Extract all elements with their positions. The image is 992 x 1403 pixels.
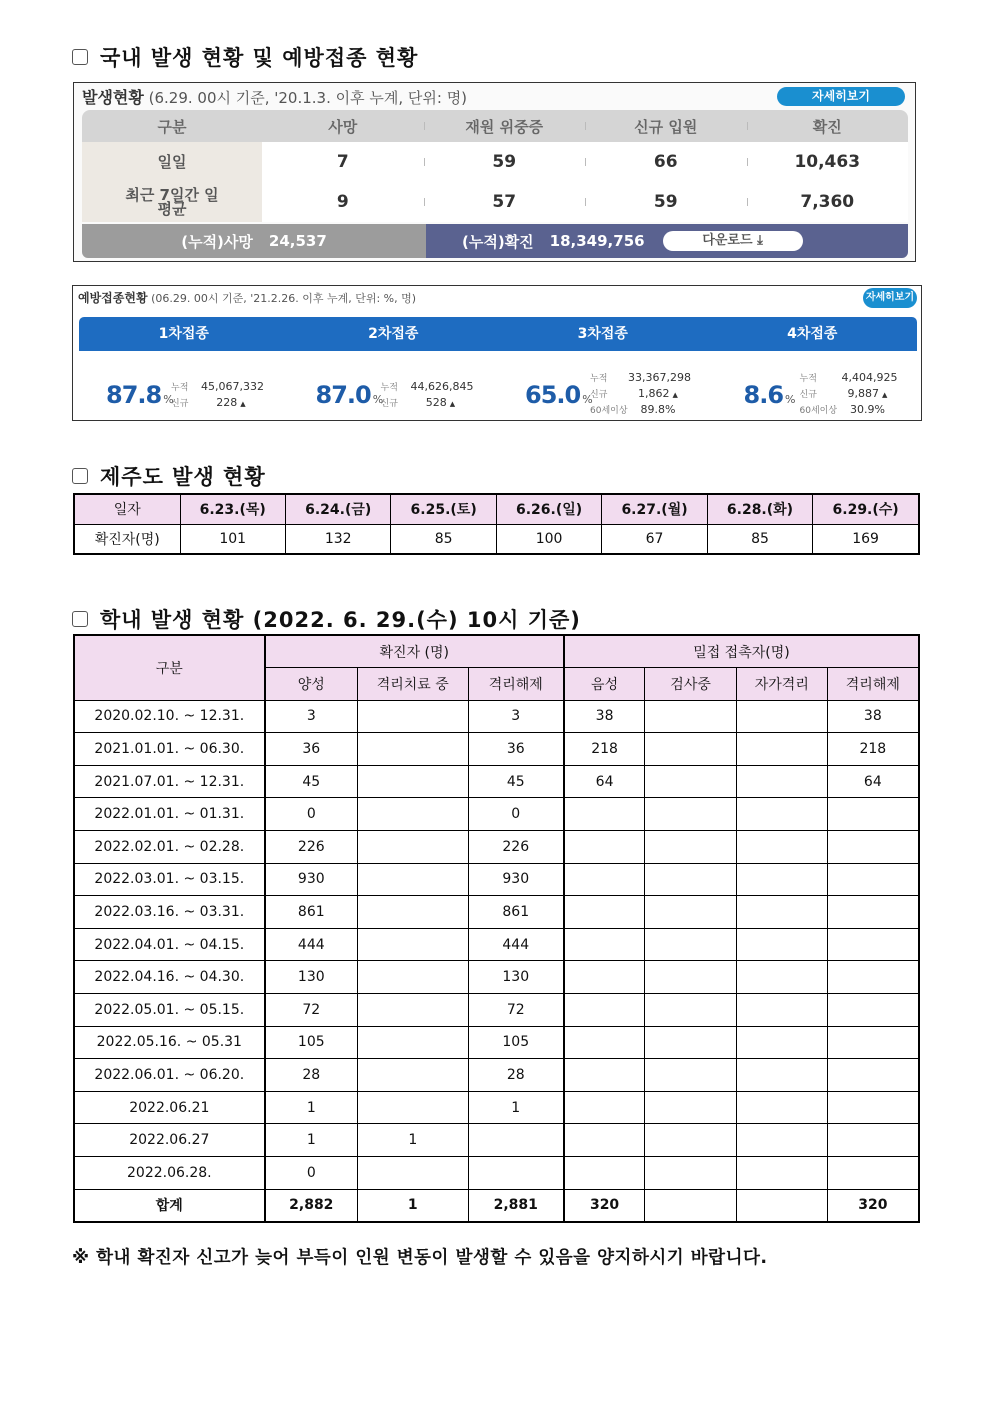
value-cell: 930 xyxy=(265,863,358,896)
value-cell xyxy=(564,961,645,994)
value-deaths: 7 xyxy=(336,152,349,172)
header-confirmed-group: 확진자 (명) xyxy=(265,635,564,668)
period-cell: 2022.06.01. ~ 06.20. xyxy=(74,1059,265,1092)
date-cell: 6.23.(목) xyxy=(180,494,285,524)
cases-cell: 100 xyxy=(496,524,601,554)
cumulative-deaths-label: (누적)사망 xyxy=(181,232,253,251)
value-cell xyxy=(827,928,919,961)
total-row xyxy=(74,1189,919,1222)
period-cell: 2022.05.16. ~ 05.31 xyxy=(74,1026,265,1059)
value-cell: 45 xyxy=(265,765,358,798)
vaccination-title: 예방접종현황 xyxy=(78,291,148,305)
dose-4-cell xyxy=(708,366,918,418)
header-contact-released: 격리해제 xyxy=(827,668,919,701)
value-cell xyxy=(357,928,468,961)
period-cell: 2022.06.21 xyxy=(74,1091,265,1124)
cases-cell: 67 xyxy=(602,524,707,554)
table-row xyxy=(74,700,919,733)
header-group-row xyxy=(74,635,919,668)
outbreak-status-panel xyxy=(73,82,916,262)
value-cell xyxy=(827,1157,919,1190)
value-cell xyxy=(736,928,827,961)
cases-cell: 132 xyxy=(285,524,390,554)
period-cell: 합계 xyxy=(74,1189,265,1222)
download-button[interactable]: 다운로드 ⤓ xyxy=(663,231,803,251)
vaccination-header xyxy=(78,289,416,306)
value-cell: 72 xyxy=(468,994,564,1027)
value-cell: 38 xyxy=(564,700,645,733)
value-cell: 861 xyxy=(265,896,358,929)
value-cell xyxy=(736,1026,827,1059)
value-cell xyxy=(827,1091,919,1124)
header-deaths: 사망 xyxy=(328,117,358,136)
value-cell xyxy=(357,994,468,1027)
outbreak-subtitle: (6.29. 00시 기준, '20.1.3. 이후 누계, 단위: 명) xyxy=(148,89,468,107)
value-cell xyxy=(827,1026,919,1059)
value-cell xyxy=(564,928,645,961)
value-cell: 64 xyxy=(564,765,645,798)
value-cell xyxy=(357,765,468,798)
value-cell xyxy=(564,1157,645,1190)
dose-3-percent: 65.0 % xyxy=(525,381,592,409)
table-row xyxy=(74,831,919,864)
table-row xyxy=(74,1124,919,1157)
outbreak-details-button[interactable]: 자세히보기 xyxy=(777,87,905,106)
value-cell xyxy=(645,1091,737,1124)
dose-2-details: 누적 44,626,845 신규 528 ▲ xyxy=(380,379,474,409)
value-cell xyxy=(564,863,645,896)
value-cell xyxy=(357,863,468,896)
value-cell xyxy=(357,831,468,864)
value-cell xyxy=(827,994,919,1027)
dose-1-details: 누적 45,067,332 신규 228 ▲ xyxy=(171,379,264,409)
value-cell xyxy=(468,1157,564,1190)
table-row xyxy=(74,798,919,831)
section-title-domestic xyxy=(72,42,418,72)
value-cell: 930 xyxy=(468,863,564,896)
row-label: 최근 7일간 일평균 xyxy=(82,182,262,222)
value-cell xyxy=(357,1026,468,1059)
value-cell xyxy=(645,961,737,994)
period-cell: 2022.03.01. ~ 03.15. xyxy=(74,863,265,896)
dose-values-row xyxy=(79,366,917,418)
table-row xyxy=(74,1091,919,1124)
value-confirmed: 7,360 xyxy=(747,192,909,212)
value-cell xyxy=(645,863,737,896)
table-row xyxy=(74,1157,919,1190)
table-row xyxy=(74,1026,919,1059)
cumulative-deaths xyxy=(82,224,426,258)
value-cell xyxy=(736,700,827,733)
value-cell: 1 xyxy=(468,1091,564,1124)
value-cell xyxy=(357,700,468,733)
value-cell xyxy=(736,831,827,864)
section-title-text: 학내 발생 현황 (2022. 6. 29.(수) 10시 기준) xyxy=(100,608,581,632)
value-cell: 3 xyxy=(265,700,358,733)
period-cell: 2022.04.01. ~ 04.15. xyxy=(74,928,265,961)
value-cell xyxy=(736,1091,827,1124)
value-cell: 1 xyxy=(357,1189,468,1222)
date-cell: 6.29.(수) xyxy=(813,494,919,524)
period-cell: 2021.07.01. ~ 12.31. xyxy=(74,765,265,798)
value-cell: 444 xyxy=(265,928,358,961)
value-cell xyxy=(645,1026,737,1059)
value-cell xyxy=(564,994,645,1027)
value-cell: 444 xyxy=(468,928,564,961)
up-arrow-icon: ▲ xyxy=(449,399,456,408)
cases-cell: 101 xyxy=(180,524,285,554)
value-cell xyxy=(468,1124,564,1157)
value-cell xyxy=(827,1124,919,1157)
value-cell: 1 xyxy=(357,1124,468,1157)
dose-2-percent: 87.0 % xyxy=(315,381,383,409)
value-cell xyxy=(827,863,919,896)
value-cell xyxy=(357,896,468,929)
value-cell xyxy=(736,961,827,994)
value-deaths: 9 xyxy=(336,192,349,212)
cumulative-cases xyxy=(426,224,908,258)
header-released: 격리해제 xyxy=(468,668,564,701)
outbreak-row-7day-avg xyxy=(82,182,908,222)
value-cell xyxy=(357,1157,468,1190)
header-testing: 검사중 xyxy=(645,668,737,701)
value-cell xyxy=(827,798,919,831)
header-positive: 양성 xyxy=(265,668,358,701)
outbreak-title: 발생현황 xyxy=(82,88,144,107)
value-cell xyxy=(645,994,737,1027)
value-new-admissions: 66 xyxy=(585,152,747,172)
cases-cell: 169 xyxy=(813,524,919,554)
value-cell: 226 xyxy=(265,831,358,864)
header-critical: 재원 위중증 xyxy=(424,116,586,137)
checkbox-icon xyxy=(72,49,88,65)
jeju-date-row xyxy=(74,494,919,524)
value-cell xyxy=(645,733,737,766)
value-cell xyxy=(736,1124,827,1157)
vaccination-subtitle: (06.29. 00시 기준, '21.2.26. 이후 누계, 단위: %, 명) xyxy=(151,292,417,305)
date-cell: 6.28.(화) xyxy=(707,494,812,524)
date-cell: 6.27.(월) xyxy=(602,494,707,524)
value-cell: 64 xyxy=(827,765,919,798)
header-new-admissions: 신규 입원 xyxy=(585,116,747,137)
dose-header-bar xyxy=(79,317,917,351)
value-cell: 1 xyxy=(265,1091,358,1124)
value-cell: 218 xyxy=(827,733,919,766)
value-cell xyxy=(827,831,919,864)
row-label-date: 일자 xyxy=(74,494,180,524)
table-row xyxy=(74,863,919,896)
table-row xyxy=(74,961,919,994)
value-cell: 105 xyxy=(468,1026,564,1059)
value-cell: 45 xyxy=(468,765,564,798)
date-cell: 6.24.(금) xyxy=(285,494,390,524)
section-title-school xyxy=(72,604,581,634)
dose-1-cell xyxy=(79,366,289,418)
table-row xyxy=(74,994,919,1027)
value-cell xyxy=(645,1189,737,1222)
value-critical: 57 xyxy=(424,192,586,212)
value-cell xyxy=(564,1124,645,1157)
outbreak-table xyxy=(82,110,908,222)
header-negative: 음성 xyxy=(564,668,645,701)
dose-3-cell xyxy=(498,366,708,418)
value-cell xyxy=(645,928,737,961)
footnote: ※ 학내 확진자 신고가 늦어 부득이 인원 변동이 발생할 수 있음을 양지하시기 바랍니다. xyxy=(72,1248,768,1268)
value-new-admissions: 59 xyxy=(585,192,747,212)
value-cell: 861 xyxy=(468,896,564,929)
value-cell: 2,882 xyxy=(265,1189,358,1222)
dose-4-label: 4차접종 xyxy=(787,326,838,342)
value-cell: 226 xyxy=(468,831,564,864)
value-cell xyxy=(736,765,827,798)
section-title-text: 제주도 발생 현황 xyxy=(100,465,266,489)
value-cell: 28 xyxy=(265,1059,358,1092)
value-cell xyxy=(564,1059,645,1092)
table-row xyxy=(74,896,919,929)
period-cell: 2021.01.01. ~ 06.30. xyxy=(74,733,265,766)
date-cell: 6.25.(토) xyxy=(391,494,496,524)
school-cases-table xyxy=(73,634,920,1223)
value-cell xyxy=(645,1157,737,1190)
value-cell: 0 xyxy=(265,1157,358,1190)
period-cell: 2022.05.01. ~ 05.15. xyxy=(74,994,265,1027)
value-cell xyxy=(357,1091,468,1124)
value-cell xyxy=(736,1189,827,1222)
value-cell xyxy=(564,1026,645,1059)
value-cell xyxy=(736,1059,827,1092)
value-cell: 0 xyxy=(468,798,564,831)
row-label-cases: 확진자(명) xyxy=(74,524,180,554)
value-cell xyxy=(357,733,468,766)
header-in-treatment: 격리치료 중 xyxy=(357,668,468,701)
value-critical: 59 xyxy=(424,152,586,172)
period-cell: 2022.06.27 xyxy=(74,1124,265,1157)
dose-1-label: 1차접종 xyxy=(158,326,209,342)
value-cell: 38 xyxy=(827,700,919,733)
value-cell: 130 xyxy=(265,961,358,994)
jeju-cases-row xyxy=(74,524,919,554)
value-cell xyxy=(736,1157,827,1190)
dose-4-details: 누적 4,404,925 신규 9,887 ▲ 60세이상 30.9% xyxy=(799,370,898,416)
value-cell: 105 xyxy=(265,1026,358,1059)
dose-1-percent: 87.8 % xyxy=(106,381,173,409)
section-title-text: 국내 발생 현황 및 예방접종 현황 xyxy=(100,46,419,70)
dose-2-cell xyxy=(289,366,499,418)
value-cell xyxy=(827,1059,919,1092)
header-self-quarantine: 자가격리 xyxy=(736,668,827,701)
table-row xyxy=(74,1059,919,1092)
date-cell: 6.26.(일) xyxy=(496,494,601,524)
school-table-body xyxy=(74,700,919,1222)
value-cell xyxy=(564,831,645,864)
checkbox-icon xyxy=(72,611,88,627)
header-contacts-group: 밀접 접촉자(명) xyxy=(564,635,919,668)
cumulative-cases-label: (누적)확진 xyxy=(462,232,534,251)
period-cell: 2022.04.16. ~ 04.30. xyxy=(74,961,265,994)
value-cell xyxy=(645,765,737,798)
period-cell: 2020.02.10. ~ 12.31. xyxy=(74,700,265,733)
cases-cell: 85 xyxy=(391,524,496,554)
value-cell: 28 xyxy=(468,1059,564,1092)
period-cell: 2022.01.01. ~ 01.31. xyxy=(74,798,265,831)
value-cell xyxy=(357,1059,468,1092)
value-cell xyxy=(827,961,919,994)
dose-2-label: 2차접종 xyxy=(368,326,419,342)
dose-3-details: 누적 33,367,298 신규 1,862 ▲ 60세이상 89.8% xyxy=(590,370,691,416)
jeju-cases-table xyxy=(73,493,920,555)
value-cell xyxy=(645,798,737,831)
period-cell: 2022.06.28. xyxy=(74,1157,265,1190)
up-arrow-icon: ▲ xyxy=(240,399,246,408)
section-title-jeju xyxy=(72,461,266,491)
period-cell: 2022.02.01. ~ 02.28. xyxy=(74,831,265,864)
outbreak-header xyxy=(82,85,467,108)
value-confirmed: 10,463 xyxy=(747,152,909,172)
value-cell: 72 xyxy=(265,994,358,1027)
value-cell xyxy=(736,863,827,896)
value-cell: 3 xyxy=(468,700,564,733)
value-cell: 1 xyxy=(265,1124,358,1157)
value-cell: 320 xyxy=(564,1189,645,1222)
value-cell xyxy=(645,700,737,733)
cumulative-cases-value: 18,349,756 xyxy=(549,232,645,250)
table-row xyxy=(74,928,919,961)
value-cell xyxy=(564,1091,645,1124)
table-row xyxy=(74,765,919,798)
up-arrow-icon: ▲ xyxy=(672,390,678,399)
header-confirmed: 확진 xyxy=(747,116,909,137)
period-cell: 2022.03.16. ~ 03.31. xyxy=(74,896,265,929)
value-cell: 130 xyxy=(468,961,564,994)
value-cell xyxy=(357,798,468,831)
vaccination-details-button[interactable]: 자세히보기 xyxy=(863,288,917,308)
vaccination-status-panel xyxy=(72,285,922,421)
outbreak-row-daily xyxy=(82,142,908,182)
cumulative-bar xyxy=(82,224,908,258)
value-cell: 36 xyxy=(265,733,358,766)
header-category: 구분 xyxy=(157,117,187,136)
value-cell xyxy=(645,831,737,864)
value-cell xyxy=(736,896,827,929)
value-cell xyxy=(645,896,737,929)
value-cell xyxy=(564,798,645,831)
value-cell xyxy=(357,961,468,994)
row-label: 일일 xyxy=(82,142,262,182)
value-cell xyxy=(645,1124,737,1157)
cases-cell: 85 xyxy=(707,524,812,554)
cumulative-deaths-value: 24,537 xyxy=(268,232,327,250)
header-period: 구분 xyxy=(74,635,265,700)
checkbox-icon xyxy=(72,468,88,484)
dose-3-label: 3차접종 xyxy=(577,326,628,342)
value-cell: 36 xyxy=(468,733,564,766)
value-cell xyxy=(736,733,827,766)
value-cell: 218 xyxy=(564,733,645,766)
value-cell: 2,881 xyxy=(468,1189,564,1222)
value-cell xyxy=(645,1059,737,1092)
value-cell xyxy=(736,798,827,831)
table-row xyxy=(74,733,919,766)
value-cell xyxy=(564,896,645,929)
value-cell xyxy=(827,896,919,929)
dose-4-percent: 8.6 % xyxy=(743,381,795,409)
value-cell: 0 xyxy=(265,798,358,831)
value-cell: 320 xyxy=(827,1189,919,1222)
value-cell xyxy=(736,994,827,1027)
up-arrow-icon: ▲ xyxy=(882,390,888,399)
outbreak-table-header xyxy=(82,110,908,142)
